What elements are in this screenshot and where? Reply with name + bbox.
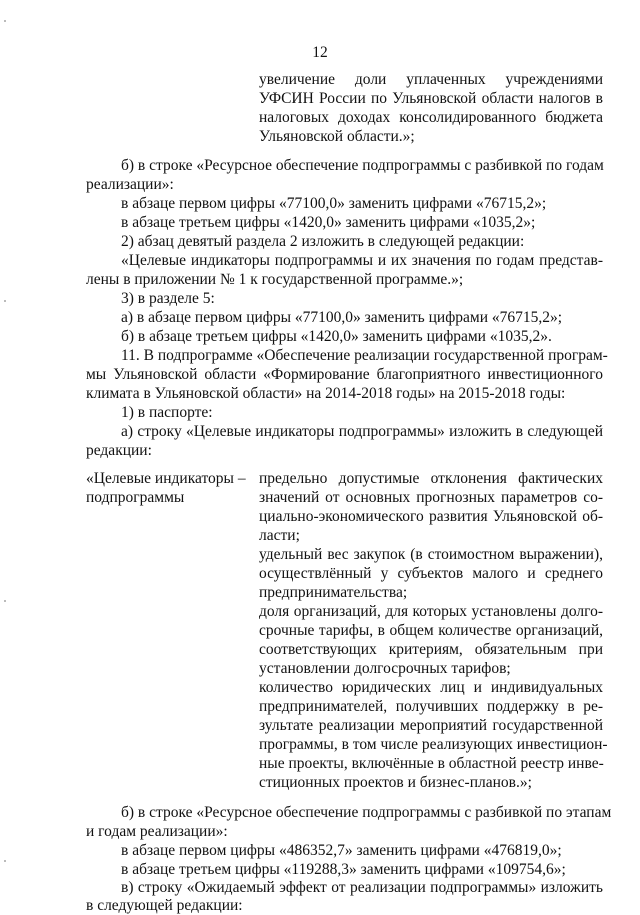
text-line: в абзаце первом цифры «486352,7» заменить цифрами «476819,0»; [121,842,562,859]
table-cell-line: ласти; [259,527,300,544]
table-cell-line: зультате реализации мероприятий государственной [259,717,603,734]
text-line: и годам реализации»: [86,823,228,840]
text-line: а) строку «Целевые индикаторы подпрограммы» изложить в следующей [121,423,603,440]
table-cell-line: удельный вес закупок (в стоимостном выражении), [259,546,603,563]
scan-mark [4,600,6,602]
table-cell-line: программы, в том числе реализующих инвестицион- [259,736,608,753]
table-cell-line: предпринимательства; [259,584,408,601]
text-line: редакции: [86,442,152,459]
scan-mark [4,300,6,302]
scan-mark [4,860,6,862]
page-number: 12 [312,44,328,61]
text-line: реализации»: [86,176,174,193]
text-line: б) в строке «Ресурсное обеспечение подпрограммы с разбивкой по этапам [121,804,612,821]
table-cell-line: соответствующих критериям, обязательным при [259,641,603,658]
text-line: УФСИН России по Ульяновской области налогов в [259,90,603,107]
text-line: климата в Ульяновской области» на 2014-2018 годы» на 2015-2018 годы: [86,385,566,402]
text-line: 2) абзац девятый раздела 2 изложить в следующей редакции: [121,233,525,250]
text-line: в абзаце первом цифры «77100,0» заменить цифрами «76715,2»; [121,195,547,212]
table-cell-line: доля организаций, для которых установлены долго- [259,603,603,620]
text-line: в абзаце третьем цифры «119288,3» заменить цифрами «109754,6»; [121,861,566,878]
text-line: «Целевые индикаторы подпрограммы и их значения по годам представ- [121,252,603,269]
text-line: лены в приложении № 1 к государственной программе.»; [86,271,464,288]
text-line: 11. В подпрограмме «Обеспечение реализации государственной програм- [121,347,608,364]
text-line: увеличение доли уплаченных учреждениями [259,71,603,88]
table-cell-line: ные проекты, включённые в областной реестр инве- [259,755,604,772]
table-left-label: подпрограммы [86,489,185,506]
text-line: 3) в разделе 5: [121,290,215,307]
table-cell-line: установлении долгосрочных тарифов; [259,660,511,677]
text-line: б) в абзаце третьем цифры «1420,0» заменить цифрами «1035,2». [121,328,552,345]
text-line: Ульяновской области.»; [259,128,415,145]
text-line: б) в строке «Ресурсное обеспечение подпрограммы с разбивкой по годам [121,157,604,174]
text-line: а) в абзаце первом цифры «77100,0» заменить цифрами «76715,2»; [121,309,563,326]
text-line: в следующей редакции: [86,897,243,914]
text-line: налоговых доходах консолидированного бюджета [259,109,603,126]
table-cell-line: срочные тарифы, в общем количестве организаций, [259,622,603,639]
table-cell-line: стиционных проектов и бизнес-планов.»; [259,774,532,791]
scan-mark [4,20,6,22]
table-cell-line: значений от основных прогнозных параметров со- [259,489,603,506]
table-cell-line: предпринимателей, получивших поддержку в ре- [259,698,603,715]
table-cell-line: циально-экономического развития Ульяновской об- [259,508,603,525]
text-line: мы Ульяновской области «Формирование благоприятного инвестиционного [86,366,603,383]
text-line: в абзаце третьем цифры «1420,0» заменить цифрами «1035,2»; [121,214,536,231]
text-line: 1) в паспорте: [121,404,213,421]
table-cell-line: количество юридических лиц и индивидуальных [259,679,603,696]
text-line: в) строку «Ожидаемый эффект от реализации подпрограммы» изложить [121,879,603,896]
table-cell-line: предельно допустимые отклонения фактических [259,470,603,487]
table-left-label: «Целевые индикаторы – [86,470,246,487]
table-cell-line: осуществлённый у субъектов малого и среднего [259,565,603,582]
